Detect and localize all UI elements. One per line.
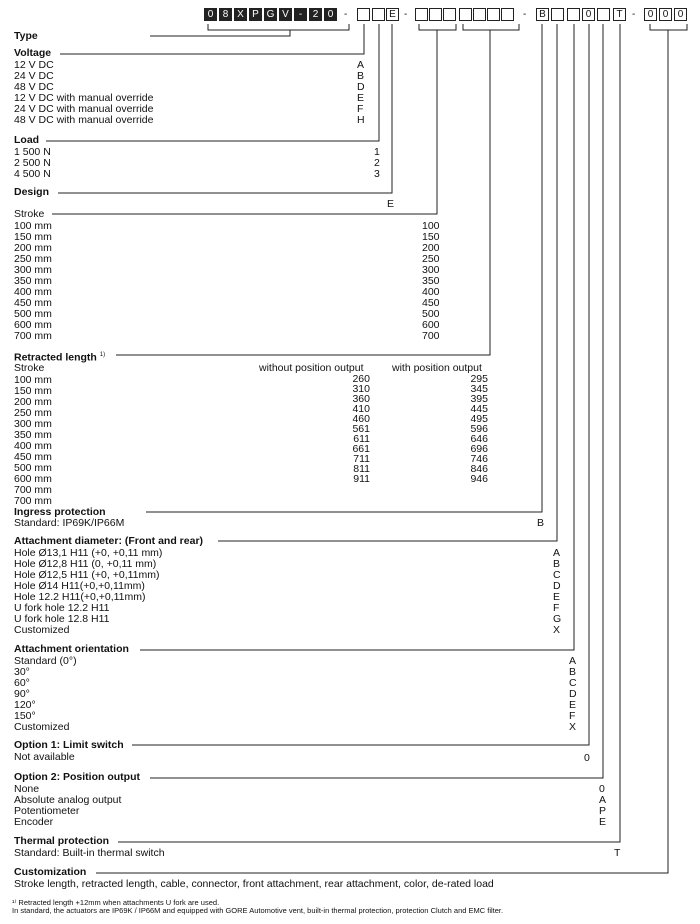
list-item: Standard: Built-in thermal switch <box>14 847 165 859</box>
option-code: 450 <box>422 297 440 309</box>
option-code: F <box>553 602 560 614</box>
option-code: E <box>569 699 577 711</box>
code-box-custom: 0 <box>644 8 657 21</box>
list-item: U fork hole 12.8 H11 <box>14 613 110 625</box>
option-code: D <box>553 580 561 592</box>
section-title-attachment: Attachment diameter: (Front and rear) <box>14 535 204 547</box>
code-box-ingress: B <box>536 8 549 21</box>
option-code: 250 <box>422 253 440 265</box>
code-box: - <box>294 8 307 21</box>
list-item: 48 V DC with manual override <box>14 114 154 126</box>
list-item: 150 mm <box>14 231 52 243</box>
option-code: 200 <box>422 242 440 254</box>
table-row-label: 600 mm <box>14 473 52 485</box>
footnote: ¹⁾ Retracted length +12mm when attachments U fork are used. <box>12 898 220 907</box>
option-code: 0 <box>599 783 605 795</box>
table-cell: 495 <box>470 413 488 425</box>
list-item: U fork hole 12.2 H11 <box>14 602 110 614</box>
code-box-design: E <box>386 8 399 21</box>
list-item: Hole 12.2 H11(+0,+0,11mm) <box>14 591 146 603</box>
option-code: A <box>357 59 365 71</box>
list-item: 48 V DC <box>14 81 54 93</box>
table-cell: 696 <box>470 443 488 455</box>
code-box-stroke <box>429 8 442 21</box>
code-box-retracted <box>501 8 514 21</box>
table-row-label: 700 mm <box>14 495 52 507</box>
code-box: 2 <box>309 8 322 21</box>
list-item: Potentiometer <box>14 805 80 817</box>
option-code: 600 <box>422 319 440 331</box>
table-cell: 310 <box>352 383 370 395</box>
section-title-customization: Customization <box>14 866 87 878</box>
list-item: Customized <box>14 624 70 636</box>
section-title-thermal: Thermal protection <box>14 835 110 847</box>
option-code: B <box>553 558 561 570</box>
option-code: A <box>553 547 561 559</box>
table-cell: 395 <box>470 393 488 405</box>
list-item: Absolute analog output <box>14 794 122 806</box>
section-title-load: Load <box>14 134 40 146</box>
table-row-label: 100 mm <box>14 374 52 386</box>
table-cell: 846 <box>470 463 488 475</box>
option-code: F <box>357 103 364 115</box>
option-code: 100 <box>422 220 440 232</box>
option-code: 1 <box>374 146 380 158</box>
option-code: D <box>569 688 577 700</box>
list-item: 300 mm <box>14 264 52 276</box>
list-item: Hole Ø12,5 H11 (+0, +0,11mm) <box>14 569 160 581</box>
list-item: 120° <box>14 699 36 711</box>
table-cell: 746 <box>470 453 488 465</box>
code-dash: - <box>523 9 527 20</box>
option-code: F <box>569 710 576 722</box>
table-cell: 596 <box>470 423 488 435</box>
list-item: 24 V DC with manual override <box>14 103 154 115</box>
option-code: B <box>569 666 577 678</box>
code-box-retracted <box>459 8 472 21</box>
section-title-ingress: Ingress protection <box>14 506 106 518</box>
option-code: E <box>599 816 607 828</box>
list-item: 12 V DC with manual override <box>14 92 154 104</box>
table-row-label: 400 mm <box>14 440 52 452</box>
option-code: G <box>553 613 562 625</box>
option-code: E <box>553 591 561 603</box>
table-cell: 260 <box>352 373 370 385</box>
list-item: None <box>14 783 40 795</box>
section-title-option2: Option 2: Position output <box>14 771 140 783</box>
section-title-stroke: Stroke <box>14 208 45 220</box>
list-item: 450 mm <box>14 297 52 309</box>
option-code: T <box>614 847 621 859</box>
table-row-label: 350 mm <box>14 429 52 441</box>
code-box-custom: 0 <box>674 8 687 21</box>
code-box-load <box>372 8 385 21</box>
code-dash: - <box>344 9 348 20</box>
option-code: E <box>357 92 365 104</box>
option-code: P <box>599 805 607 817</box>
list-item: Not available <box>14 751 75 763</box>
code-box-option2 <box>597 8 610 21</box>
retracted-stroke-label: Stroke <box>14 362 45 374</box>
code-box: 0 <box>324 8 337 21</box>
table-row-label: 700 mm <box>14 484 52 496</box>
option-code: 3 <box>374 168 380 180</box>
section-title-voltage: Voltage <box>14 47 52 59</box>
table-cell: 911 <box>353 473 370 485</box>
option-code: X <box>569 721 577 733</box>
code-dash: - <box>404 9 408 20</box>
list-item: 12 V DC <box>14 59 54 71</box>
section-title-option1: Option 1: Limit switch <box>14 739 124 751</box>
code-box-stroke <box>443 8 456 21</box>
code-box-custom: 0 <box>659 8 672 21</box>
code-box-stroke <box>415 8 428 21</box>
option-code: E <box>387 198 395 210</box>
column-header-with: with position output <box>392 362 482 374</box>
list-item: 700 mm <box>14 330 52 342</box>
footnote-marker: 1) <box>99 352 106 358</box>
option-code: 2 <box>374 157 380 169</box>
table-cell: 711 <box>353 453 370 465</box>
customization-text: Stroke length, retracted length, cable, connector, front attachment, rear attachment, color, de-rated load <box>14 878 494 890</box>
code-box-retracted <box>473 8 486 21</box>
code-dash: - <box>632 9 636 20</box>
list-item: 1 500 N <box>14 146 51 158</box>
option-code: 150 <box>422 231 440 243</box>
option-code: 400 <box>422 286 440 298</box>
list-item: Encoder <box>14 816 54 828</box>
code-box: V <box>279 8 292 21</box>
code-box: G <box>264 8 277 21</box>
list-item: Standard: IP69K/IP66M <box>14 517 125 529</box>
option-code: X <box>553 624 561 636</box>
list-item: 30° <box>14 666 30 678</box>
list-item: Hole Ø13,1 H11 (+0, +0,11 mm) <box>14 547 163 559</box>
code-box-thermal: T <box>613 8 626 21</box>
option-code: H <box>357 114 365 126</box>
option-code: 700 <box>422 330 440 342</box>
option-code: C <box>569 677 577 689</box>
code-box: 0 <box>204 8 217 21</box>
list-item: Hole Ø14 H11(+0,+0,11mm) <box>14 580 145 592</box>
code-box: P <box>249 8 262 21</box>
table-row-label: 300 mm <box>14 418 52 430</box>
table-row-label: 450 mm <box>14 451 52 463</box>
list-item: 500 mm <box>14 308 52 320</box>
list-item: 4 500 N <box>14 168 51 180</box>
list-item: 400 mm <box>14 286 52 298</box>
table-cell: 611 <box>353 433 370 445</box>
table-cell: 345 <box>470 383 488 395</box>
code-box-orientation <box>567 8 580 21</box>
code-box-retracted <box>487 8 500 21</box>
table-row-label: 500 mm <box>14 462 52 474</box>
option-code: 500 <box>422 308 440 320</box>
list-item: 24 V DC <box>14 70 54 82</box>
option-code: B <box>357 70 365 82</box>
table-cell: 460 <box>352 413 370 425</box>
option-code: B <box>537 517 545 529</box>
list-item: 150° <box>14 710 36 722</box>
option-code: C <box>553 569 561 581</box>
table-row-label: 250 mm <box>14 407 52 419</box>
section-title-type: Type <box>14 30 38 42</box>
list-item: 60° <box>14 677 30 689</box>
table-cell: 360 <box>352 393 370 405</box>
table-cell: 811 <box>353 463 370 475</box>
section-title-design: Design <box>14 186 50 198</box>
footnote: In standard, the actuators are IP69K / IP66M and equipped with GORE Automotive vent, built-in thermal protection, protection Clutch and EMC filter. <box>12 906 504 915</box>
option-code: A <box>569 655 577 667</box>
list-item: Standard (0°) <box>14 655 77 667</box>
list-item: 2 500 N <box>14 157 51 169</box>
table-cell: 561 <box>352 423 370 435</box>
code-box: 8 <box>219 8 232 21</box>
table-cell: 946 <box>470 473 488 485</box>
table-cell: 410 <box>352 403 370 415</box>
code-box-option1: 0 <box>582 8 595 21</box>
list-item: Customized <box>14 721 70 733</box>
code-box-attachment <box>551 8 564 21</box>
section-title-orientation: Attachment orientation <box>14 643 129 655</box>
column-header-without: without position output <box>259 362 364 374</box>
option-code: 0 <box>584 752 590 764</box>
code-box: X <box>234 8 247 21</box>
list-item: 100 mm <box>14 220 52 232</box>
table-cell: 445 <box>470 403 488 415</box>
list-item: 250 mm <box>14 253 52 265</box>
option-code: 350 <box>422 275 440 287</box>
list-item: Hole Ø12,8 H11 (0, +0,11 mm) <box>14 558 157 570</box>
option-code: A <box>599 794 607 806</box>
list-item: 200 mm <box>14 242 52 254</box>
table-row-label: 150 mm <box>14 385 52 397</box>
table-row-label: 200 mm <box>14 396 52 408</box>
table-cell: 661 <box>352 443 370 455</box>
list-item: 350 mm <box>14 275 52 287</box>
list-item: 90° <box>14 688 30 700</box>
code-box-voltage <box>357 8 370 21</box>
option-code: D <box>357 81 365 93</box>
table-cell: 295 <box>470 373 488 385</box>
table-cell: 646 <box>470 433 488 445</box>
list-item: 600 mm <box>14 319 52 331</box>
option-code: 300 <box>422 264 440 276</box>
retracted-title-text: Retracted length <box>14 351 97 364</box>
